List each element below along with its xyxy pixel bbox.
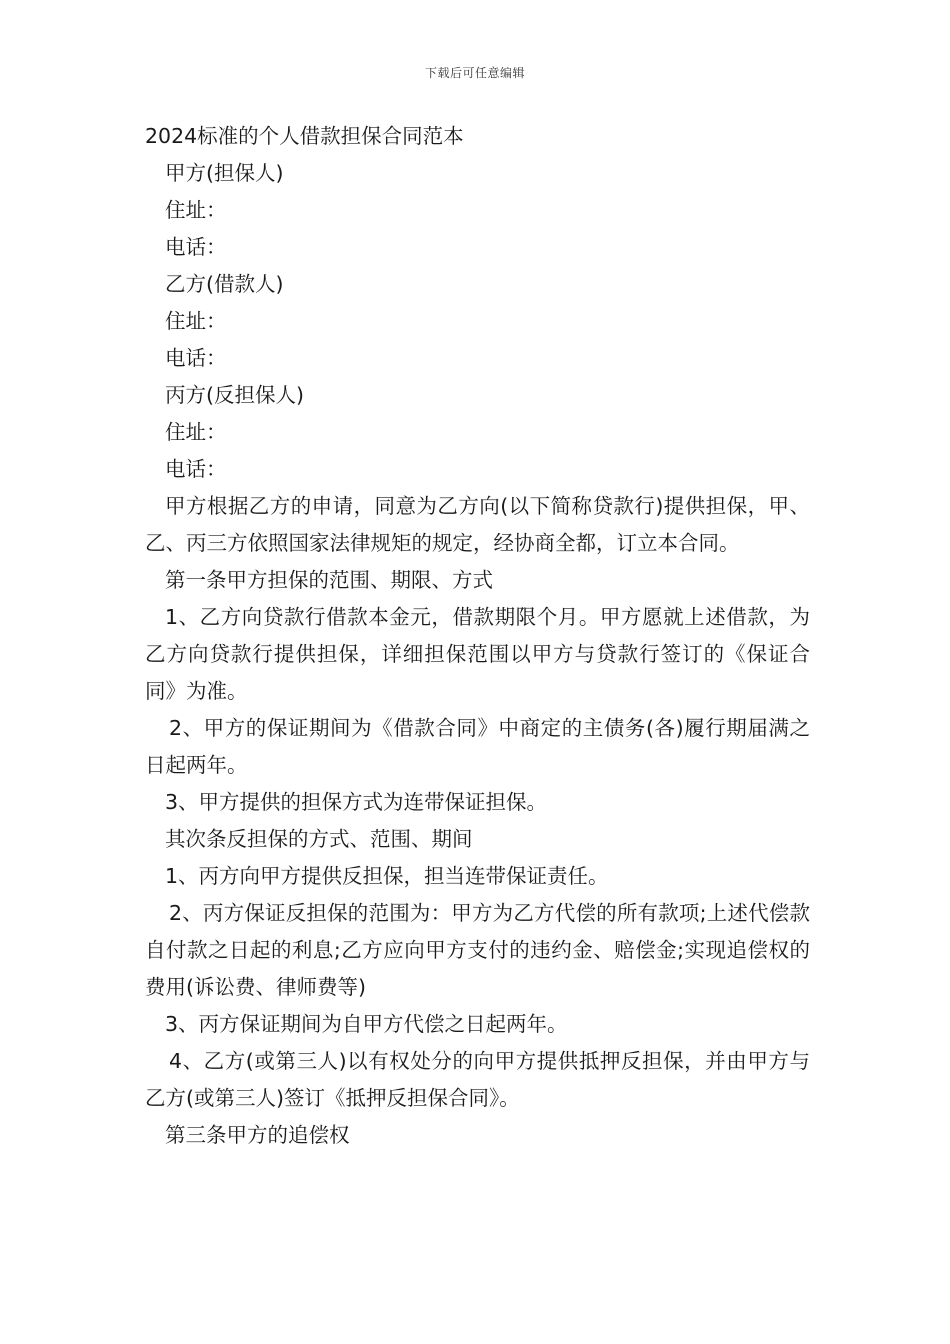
document-body: [145, 118, 810, 1154]
party-b-address: 住址：: [165, 309, 227, 333]
party-a-label: 甲方(担保人): [165, 161, 284, 185]
article-2-heading: 其次条反担保的方式、范围、期间: [165, 827, 473, 851]
party-a-address: 住址：: [165, 198, 227, 222]
article-2-item-2: 2、丙方保证反担保的范围为：甲方为乙方代偿的所有款项;上述代偿款自付款之日起的利息;乙方应向甲方支付的违约金、赔偿金;实现追偿权的费用(诉讼费、律师费等): [145, 901, 810, 999]
article-3-heading: 第三条甲方的追偿权: [165, 1123, 350, 1147]
article-1-item-3: 3、甲方提供的担保方式为连带保证担保。: [165, 790, 548, 814]
document-title: 2024标准的个人借款担保合同范本: [145, 124, 464, 148]
article-1-item-2: 2、甲方的保证期间为《借款合同》中商定的主债务(各)履行期届满之日起两年。: [145, 716, 810, 777]
page-header-note: 下载后可任意编辑: [424, 66, 525, 80]
party-c-phone: 电话：: [165, 457, 227, 481]
party-b-label: 乙方(借款人): [165, 272, 284, 296]
article-1-item-1: 1、乙方向贷款行借款本金元，借款期限个月。甲方愿就上述借款，为乙方向贷款行提供担保，详细担保范围以甲方与贷款行签订的《保证合同》为准。: [145, 605, 810, 703]
party-b-phone: 电话：: [165, 346, 227, 370]
party-c-label: 丙方(反担保人): [165, 383, 304, 407]
party-a-phone: 电话：: [165, 235, 227, 259]
article-1-heading: 第一条甲方担保的范围、期限、方式: [165, 568, 493, 592]
article-2-item-3: 3、丙方保证期间为自甲方代偿之日起两年。: [165, 1012, 568, 1036]
preamble-paragraph: 甲方根据乙方的申请，同意为乙方向(以下简称贷款行)提供担保，甲、乙、丙三方依照国家法律规矩的规定，经协商全都，订立本合同。: [145, 494, 810, 555]
article-2-item-4: 4、乙方(或第三人)以有权处分的向甲方提供抵押反担保，并由甲方与乙方(或第三人)签订《抵押反担保合同》。: [145, 1049, 810, 1110]
party-c-address: 住址：: [165, 420, 227, 444]
article-2-item-1: 1、丙方向甲方提供反担保，担当连带保证责任。: [165, 864, 609, 888]
